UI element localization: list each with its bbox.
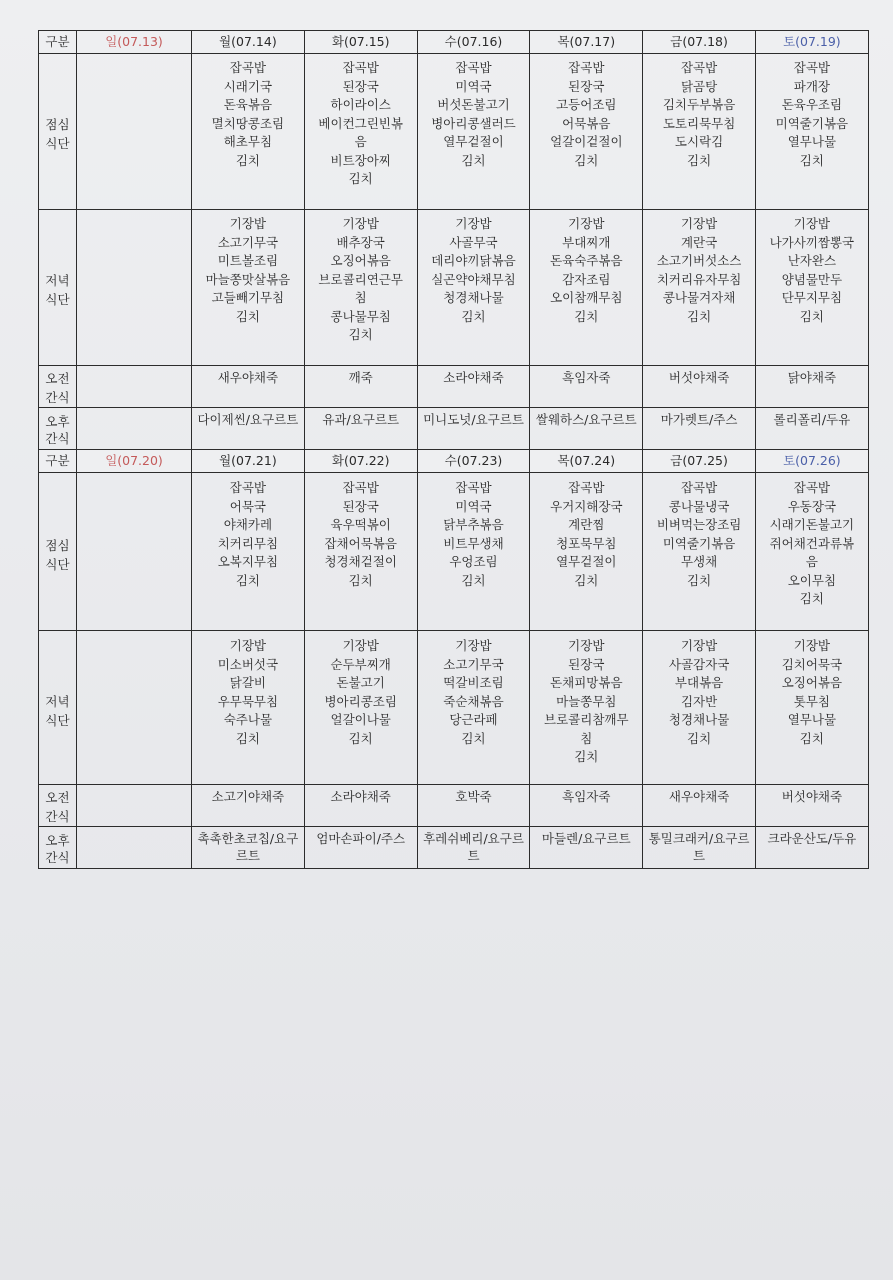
menu-item-line: 김치 — [235, 308, 260, 324]
menu-item-line: 된장국 — [342, 498, 379, 514]
menu-item-line: 열무나물 — [787, 134, 837, 149]
lunch-row — [39, 54, 869, 210]
lunch-cell — [530, 54, 643, 210]
pm-snack-cell: 크라운산도/두유 — [755, 827, 868, 869]
menu-item-line: 식단 — [45, 136, 70, 151]
menu-item-line: 돈채피망볶음 — [550, 675, 623, 690]
menu-item-line: 치커리유자무침 — [656, 271, 742, 287]
menu-item-line: 하이라이스 — [330, 97, 391, 112]
menu-item-line: 기장밥 — [568, 216, 605, 231]
menu-item-line: 고들빼기무침 — [211, 290, 285, 305]
menu-item-line: 김치 — [461, 152, 486, 168]
menu-item-line: 시래기국 — [223, 78, 273, 94]
menu-item-line: 멸치땅콩조림 — [211, 115, 285, 131]
menu-item-line: 식단 — [45, 556, 70, 572]
menu-item-line: 기장밥 — [229, 638, 267, 653]
menu-item-line: 어묵국 — [229, 498, 267, 514]
menu-item-line: 음 — [805, 554, 818, 569]
menu-item-line: 해초무침 — [223, 134, 273, 149]
menu-item-line: 침 — [354, 290, 367, 305]
menu-item-line: 무생채 — [680, 554, 718, 569]
menu-item-line: 우엉조림 — [449, 554, 498, 569]
menu-item-line: 실곤약야채무침 — [431, 271, 516, 287]
pm-snack-cell: 마가렛트/주스 — [643, 408, 756, 450]
menu-item-line: 당근라페 — [449, 712, 498, 727]
menu-item-line: 브로콜리참깨무 — [544, 712, 629, 727]
day-header: 월(07.14) — [192, 31, 305, 54]
menu-item-line: 비트무생채 — [443, 535, 504, 551]
menu-item-line: 우동장국 — [787, 498, 837, 514]
menu-item-line: 김치 — [348, 572, 373, 588]
menu-item-line: 오전 — [45, 790, 70, 805]
pm-snack-cell: 촉촉한초코칩/요구르트 — [192, 827, 305, 869]
menu-item-line: 죽순채볶음 — [443, 693, 504, 709]
menu-item-line: 오전 — [45, 371, 70, 386]
menu-item-line: 파개장 — [793, 78, 830, 94]
menu-item-line: 비트장아찌 — [330, 152, 391, 168]
day-header: 금(07.25) — [643, 450, 756, 473]
menu-item-line: 우거지해장국 — [550, 498, 623, 514]
menu-item-line: 청포묵무침 — [556, 535, 617, 551]
menu-item-line: 된장국 — [342, 78, 379, 94]
menu-item-line: 미소버섯국 — [217, 656, 279, 672]
lunch-cell — [643, 54, 756, 210]
menu-item-line: 김치어묵국 — [781, 656, 843, 672]
menu-item-line: 병아리콩조림 — [324, 693, 397, 709]
day-header: 화(07.15) — [304, 31, 417, 54]
menu-item-line: 김치 — [348, 327, 373, 342]
menu-item-line: 얼갈이겉절이 — [550, 134, 623, 149]
menu-item-line: 점심 — [45, 117, 70, 132]
menu-item-line: 된장국 — [568, 656, 605, 672]
menu-item-line: 부대찌개 — [562, 234, 611, 250]
menu-item-line: 기장밥 — [793, 216, 830, 231]
menu-item-line: 잡곡밥 — [568, 480, 605, 495]
menu-item-line: 양념물만두 — [781, 271, 843, 287]
am-snack-cell: 버섯야채죽 — [755, 785, 868, 827]
menu-item-line: 잡곡밥 — [229, 60, 267, 75]
dinner-cell — [530, 631, 643, 785]
menu-item-line: 김치 — [574, 308, 599, 324]
row-label — [39, 210, 77, 366]
day-header: 토(07.19) — [755, 31, 868, 54]
row-label — [39, 366, 77, 408]
dinner-cell — [530, 210, 643, 366]
menu-item-line: 소고기버섯소스 — [656, 253, 742, 268]
day-header: 월(07.21) — [192, 450, 305, 473]
row-label — [39, 473, 77, 631]
menu-item-line: 잡곡밥 — [342, 480, 379, 495]
menu-item-line: 돈육볶음 — [223, 97, 273, 112]
pm-snack-cell: 마들렌/요구르트 — [530, 827, 643, 869]
day-header: 수(07.16) — [417, 31, 530, 54]
menu-item-line: 사골감자국 — [668, 656, 730, 672]
menu-item-line: 쥐어채건과류볶 — [769, 535, 855, 551]
menu-item-line: 오징어볶음 — [781, 675, 843, 690]
menu-item-line: 콩나물겨자채 — [662, 290, 736, 305]
menu-item-line: 김치 — [235, 152, 260, 168]
menu-item-line: 저녁 — [45, 693, 70, 709]
menu-item-line: 음 — [354, 134, 367, 149]
lunch-cell — [77, 54, 192, 210]
dinner-cell — [643, 631, 756, 785]
dinner-cell — [417, 631, 530, 785]
pm-snack-row — [39, 408, 869, 450]
row-label — [39, 631, 77, 785]
menu-item-line: 청경채겉절이 — [324, 554, 397, 569]
menu-item-line: 부대볶음 — [674, 675, 724, 690]
day-header: 목(07.24) — [530, 450, 643, 473]
menu-item-line: 잡곡밥 — [229, 480, 267, 495]
menu-item-line: 오후 — [45, 833, 70, 848]
menu-item-line: 단무지무침 — [781, 290, 843, 305]
menu-item-line: 떡갈비조림 — [443, 675, 504, 690]
menu-item-line: 나가사끼짬뽕국 — [769, 234, 855, 250]
menu-item-line: 김치 — [799, 730, 824, 746]
menu-item-line: 치커리무침 — [217, 535, 279, 551]
lunch-cell — [755, 473, 868, 631]
menu-item-line: 기장밥 — [680, 638, 718, 653]
menu-item-line: 잡곡밥 — [680, 60, 718, 75]
lunch-cell — [77, 473, 192, 631]
pm-snack-cell: 미니도넛/요구르트 — [417, 408, 530, 450]
menu-item-line: 침 — [580, 730, 593, 746]
menu-item-line: 비벼먹는장조림 — [656, 517, 742, 532]
menu-item-line: 육우떡볶이 — [330, 517, 391, 532]
pm-snack-cell: 후레쉬베리/요구르트 — [417, 827, 530, 869]
pm-snack-cell: 롤리폴리/두유 — [755, 408, 868, 450]
menu-item-line: 잡곡밥 — [455, 60, 492, 75]
menu-item-line: 오후 — [45, 414, 70, 429]
menu-item-line: 기장밥 — [229, 216, 267, 231]
menu-item-line: 베이컨그린빈볶 — [318, 115, 403, 131]
menu-item-line: 마늘쫑맛살볶음 — [205, 271, 291, 287]
menu-item-line: 김치 — [687, 308, 712, 324]
am-snack-cell: 흑임자죽 — [530, 366, 643, 408]
pm-snack-row — [39, 827, 869, 869]
menu-item-line: 김치두부볶음 — [662, 97, 736, 112]
menu-item-line: 김자반 — [680, 693, 718, 709]
menu-item-line: 기장밥 — [455, 638, 492, 653]
menu-item-line: 김치 — [687, 572, 712, 588]
menu-item-line: 김치 — [799, 308, 824, 324]
menu-item-line: 김치 — [461, 308, 486, 324]
menu-item-line: 간식 — [45, 850, 70, 865]
menu-item-line: 소고기무국 — [443, 656, 504, 672]
week-header-row — [39, 450, 869, 473]
menu-item-line: 브로콜리연근무 — [318, 271, 403, 287]
day-header: 일(07.20) — [77, 450, 192, 473]
menu-item-line: 우무묵무침 — [217, 693, 279, 709]
menu-item-line: 식단 — [45, 712, 70, 728]
menu-item-line: 기장밥 — [568, 638, 605, 653]
menu-item-line: 잡곡밥 — [793, 60, 830, 75]
menu-item-line: 청경채나물 — [668, 712, 730, 727]
menu-item-line: 저녁 — [45, 273, 70, 288]
column-header-label: 구분 — [39, 450, 77, 473]
am-snack-cell: 버섯야채죽 — [643, 366, 756, 408]
menu-item-line: 콩나물냉국 — [668, 498, 730, 514]
lunch-cell — [304, 473, 417, 631]
menu-item-line: 김치 — [574, 152, 599, 168]
row-label — [39, 785, 77, 827]
menu-item-line: 열무겉절이 — [556, 554, 617, 569]
dinner-cell — [417, 210, 530, 366]
menu-item-line: 얼갈이나물 — [330, 712, 391, 727]
menu-item-line: 된장국 — [568, 78, 605, 94]
menu-item-line: 식단 — [45, 292, 70, 307]
menu-item-line: 사골무국 — [449, 234, 498, 250]
menu-item-line: 김치 — [235, 572, 260, 588]
menu-item-line: 김치 — [799, 152, 824, 168]
lunch-cell — [417, 473, 530, 631]
dinner-cell — [77, 210, 192, 366]
lunch-cell — [192, 473, 305, 631]
am-snack-row — [39, 366, 869, 408]
pm-snack-cell: 통밀크래커/요구르트 — [643, 827, 756, 869]
am-snack-cell: 새우야채죽 — [643, 785, 756, 827]
lunch-cell — [530, 473, 643, 631]
menu-item-line: 마늘쫑무침 — [556, 693, 617, 709]
day-header: 화(07.22) — [304, 450, 417, 473]
menu-item-line: 야채카레 — [223, 517, 273, 532]
day-header: 목(07.17) — [530, 31, 643, 54]
menu-item-line: 숙주나물 — [223, 712, 273, 727]
menu-item-line: 버섯돈불고기 — [437, 97, 510, 112]
am-snack-cell: 호박죽 — [417, 785, 530, 827]
am-snack-cell — [77, 785, 192, 827]
menu-item-line: 오징어볶음 — [330, 253, 391, 268]
menu-item-line: 미트볼조림 — [217, 253, 279, 268]
week-header-row — [39, 31, 869, 54]
menu-item-line: 돈육우조림 — [781, 97, 843, 112]
meal-plan-table — [38, 30, 869, 869]
lunch-cell — [755, 54, 868, 210]
menu-item-line: 병아리콩샐러드 — [431, 115, 516, 131]
menu-item-line: 계란국 — [680, 234, 718, 250]
dinner-cell — [192, 210, 305, 366]
menu-item-line: 오복지무침 — [217, 554, 279, 569]
menu-item-line: 돈불고기 — [336, 675, 385, 690]
menu-item-line: 김치 — [687, 152, 712, 168]
menu-item-line: 간식 — [45, 390, 70, 405]
pm-snack-cell: 쌀웨하스/요구르트 — [530, 408, 643, 450]
pm-snack-cell: 유과/요구르트 — [304, 408, 417, 450]
dinner-row — [39, 210, 869, 366]
menu-item-line: 잡곡밥 — [568, 60, 605, 75]
am-snack-cell: 깨죽 — [304, 366, 417, 408]
menu-item-line: 점심 — [45, 537, 70, 553]
row-label — [39, 54, 77, 210]
menu-item-line: 기장밥 — [680, 216, 718, 231]
day-header: 토(07.26) — [755, 450, 868, 473]
am-snack-cell: 흑임자죽 — [530, 785, 643, 827]
menu-item-line: 어묵볶음 — [562, 115, 611, 131]
menu-item-line: 간식 — [45, 431, 70, 446]
menu-item-line: 오이참깨무침 — [550, 290, 623, 305]
menu-item-line: 시래기돈불고기 — [769, 517, 855, 532]
dinner-cell — [304, 631, 417, 785]
lunch-cell — [304, 54, 417, 210]
pm-snack-cell: 다이제씬/요구르트 — [192, 408, 305, 450]
am-snack-cell: 새우야채죽 — [192, 366, 305, 408]
am-snack-cell — [77, 366, 192, 408]
menu-item-line: 기장밥 — [342, 216, 379, 231]
dinner-cell — [77, 631, 192, 785]
menu-item-line: 간식 — [45, 809, 70, 824]
menu-item-line: 기장밥 — [793, 638, 830, 653]
menu-item-line: 김치 — [348, 730, 373, 746]
column-header-label: 구분 — [39, 31, 77, 54]
dinner-row — [39, 631, 869, 785]
menu-item-line: 도시락김 — [674, 134, 724, 149]
menu-item-line: 청경채나물 — [443, 290, 504, 305]
menu-item-line: 배추장국 — [336, 234, 385, 250]
menu-item-line: 잡곡밥 — [680, 480, 718, 495]
menu-item-line: 잡곡밥 — [342, 60, 379, 75]
menu-item-line: 열무겉절이 — [443, 134, 504, 149]
am-snack-row — [39, 785, 869, 827]
am-snack-cell: 닭야채죽 — [755, 366, 868, 408]
menu-item-line: 김치 — [348, 171, 373, 186]
menu-item-line: 김치 — [235, 730, 260, 746]
menu-item-line: 톳무침 — [793, 693, 830, 709]
menu-item-line: 감자조림 — [562, 271, 611, 287]
dinner-cell — [755, 210, 868, 366]
menu-item-line: 도토리묵무침 — [662, 115, 736, 131]
menu-item-line: 김치 — [574, 572, 599, 588]
day-header: 금(07.18) — [643, 31, 756, 54]
menu-item-line: 김치 — [574, 749, 599, 764]
dinner-cell — [755, 631, 868, 785]
menu-item-line: 순두부찌개 — [330, 656, 391, 672]
menu-item-line: 돈육숙주볶음 — [550, 253, 623, 268]
menu-item-line: 김치 — [799, 591, 824, 606]
menu-item-line: 김치 — [687, 730, 712, 746]
menu-item-line: 미역국 — [455, 498, 492, 514]
menu-item-line: 닭부추볶음 — [443, 517, 504, 532]
lunch-cell — [417, 54, 530, 210]
menu-item-line: 미역국 — [455, 78, 492, 94]
menu-item-line: 계란찜 — [568, 517, 605, 532]
pm-snack-cell — [77, 827, 192, 869]
am-snack-cell: 소라야채죽 — [304, 785, 417, 827]
menu-item-line: 미역줄기볶음 — [662, 535, 736, 551]
row-label — [39, 408, 77, 450]
menu-item-line: 오이무침 — [787, 572, 837, 588]
menu-item-line: 기장밥 — [342, 638, 379, 653]
menu-item-line: 잡곡밥 — [455, 480, 492, 495]
lunch-row — [39, 473, 869, 631]
am-snack-cell: 소고기야채죽 — [192, 785, 305, 827]
dinner-cell — [643, 210, 756, 366]
pm-snack-cell: 엄마손파이/주스 — [304, 827, 417, 869]
menu-item-line: 난자완스 — [787, 253, 837, 268]
menu-item-line: 김치 — [461, 572, 486, 588]
lunch-cell — [192, 54, 305, 210]
row-label — [39, 827, 77, 869]
menu-item-line: 소고기무국 — [217, 234, 279, 250]
day-header: 일(07.13) — [77, 31, 192, 54]
menu-item-line: 닭곰탕 — [680, 78, 718, 94]
pm-snack-cell — [77, 408, 192, 450]
am-snack-cell: 소라야채죽 — [417, 366, 530, 408]
lunch-cell — [643, 473, 756, 631]
menu-item-line: 잡채어묵볶음 — [324, 535, 397, 551]
dinner-cell — [304, 210, 417, 366]
menu-item-line: 잡곡밥 — [793, 480, 830, 495]
menu-item-line: 미역줄기볶음 — [775, 115, 849, 131]
menu-item-line: 콩나물무침 — [330, 308, 391, 324]
dinner-cell — [192, 631, 305, 785]
day-header: 수(07.23) — [417, 450, 530, 473]
menu-item-line: 열무나물 — [787, 712, 837, 727]
menu-item-line: 닭갈비 — [229, 675, 267, 690]
menu-item-line: 김치 — [461, 730, 486, 746]
menu-item-line: 고등어조림 — [556, 97, 617, 112]
menu-item-line: 기장밥 — [455, 216, 492, 231]
menu-item-line: 데리야끼닭볶음 — [431, 253, 516, 268]
